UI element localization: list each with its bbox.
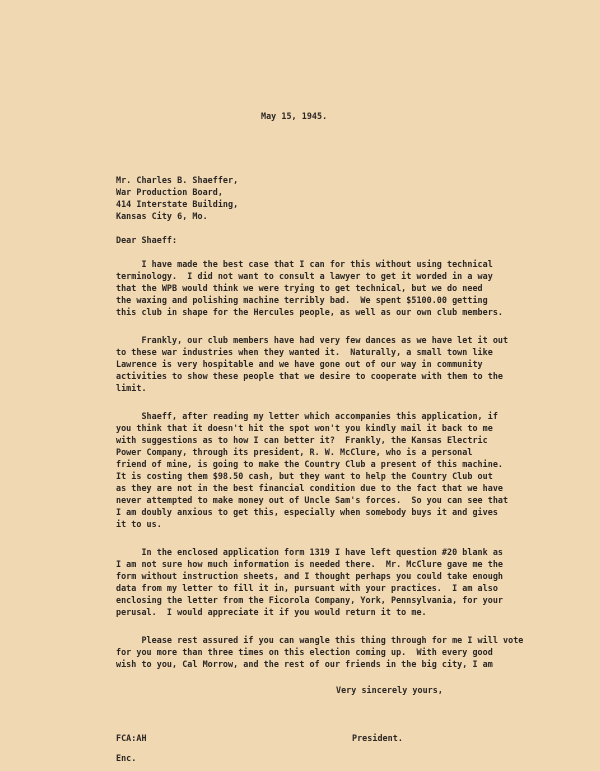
paragraph-line: Please rest assured if you can wangle this thing through for me I will vote [116,635,524,645]
paragraph-line: perusal. I would appreciate it if you would return it to me. [116,607,427,617]
paragraph-line: to these war industries when they wanted it. Naturally, a small town like [116,347,493,357]
recipient-address: 414 Interstate Building, [116,199,239,209]
paragraph-line: with suggestions as to how I can better it? Frankly, the Kansas Electric [116,435,488,445]
paragraph-line: activities to show these people that we desire to cooperate with them to the [116,371,504,381]
paragraph-line: In the enclosed application form 1319 I have left question #20 blank as [116,547,504,557]
paragraph-line: It is costing them $98.50 cash, but they want to help the Country Club out [116,471,493,481]
typist-initials: FCA:AH [116,733,147,743]
paragraph-line: never attempted to make money out of Uncle Sam's forces. So you can see that [116,495,509,505]
paragraph-line: that the WPB would think we were trying to get technical, but we do need [116,283,483,293]
paragraph-line: as they are not in the best financial condition due to the fact that we have [116,483,504,493]
paragraph-line: friend of mine, is going to make the Country Club a present of this machine. [116,459,504,469]
paragraph-line: Power Company, through its president, R. W. McClure, who is a personal [116,447,473,457]
paragraph-line: limit. [116,383,147,393]
paragraph-line: I am doubly anxious to get this, especially when somebody buys it and gives [116,507,498,517]
paragraph-line: the waxing and polishing machine terribly bad. We spent $5100.00 getting [116,295,488,305]
paragraph-line: this club in shape for the Hercules people, as well as our own club members. [116,307,504,317]
paragraph-line: Lawrence is very hospitable and we have gone out of our way in community [116,359,483,369]
recipient-name: Mr. Charles B. Shaeffer, [116,175,239,185]
paragraph-line: Frankly, our club members have had very few dances as we have let it out [116,335,509,345]
paragraph-line: enclosing the letter from the Ficorola Company, York, Pennsylvania, for your [116,595,504,605]
paragraph-line: you think that it doesn't hit the spot won't you kindly mail it back to me [116,423,493,433]
paragraph-line: data from my letter to fill it in, pursuant with your practices. I am also [116,583,498,593]
paragraph-line: form without instruction sheets, and I thought perhaps you could take enough [116,571,504,581]
closing: Very sincerely yours, [336,685,443,695]
recipient-org: War Production Board, [116,187,223,197]
paragraph-line: for you more than three times on this election coming up. With every good [116,647,493,657]
paragraph-line: wish to you, Cal Morrow, and the rest of our friends in the big city, I am [116,659,493,669]
paragraph-line: Shaeff, after reading my letter which accompanies this application, if [116,411,498,421]
letter-date: May 15, 1945. [261,111,328,121]
signature-title: President. [352,733,403,743]
enclosure-note: Enc. [116,753,137,763]
paragraph-line: terminology. I did not want to consult a lawyer to get it worded in a way [116,271,493,281]
paragraph-line: I have made the best case that I can for this without using technical [116,259,493,269]
paragraph-line: I am not sure how much information is needed there. Mr. McClure gave me the [116,559,504,569]
recipient-city: Kansas City 6, Mo. [116,211,208,221]
salutation: Dear Shaeff: [116,235,178,245]
paragraph-line: it to us. [116,519,162,529]
